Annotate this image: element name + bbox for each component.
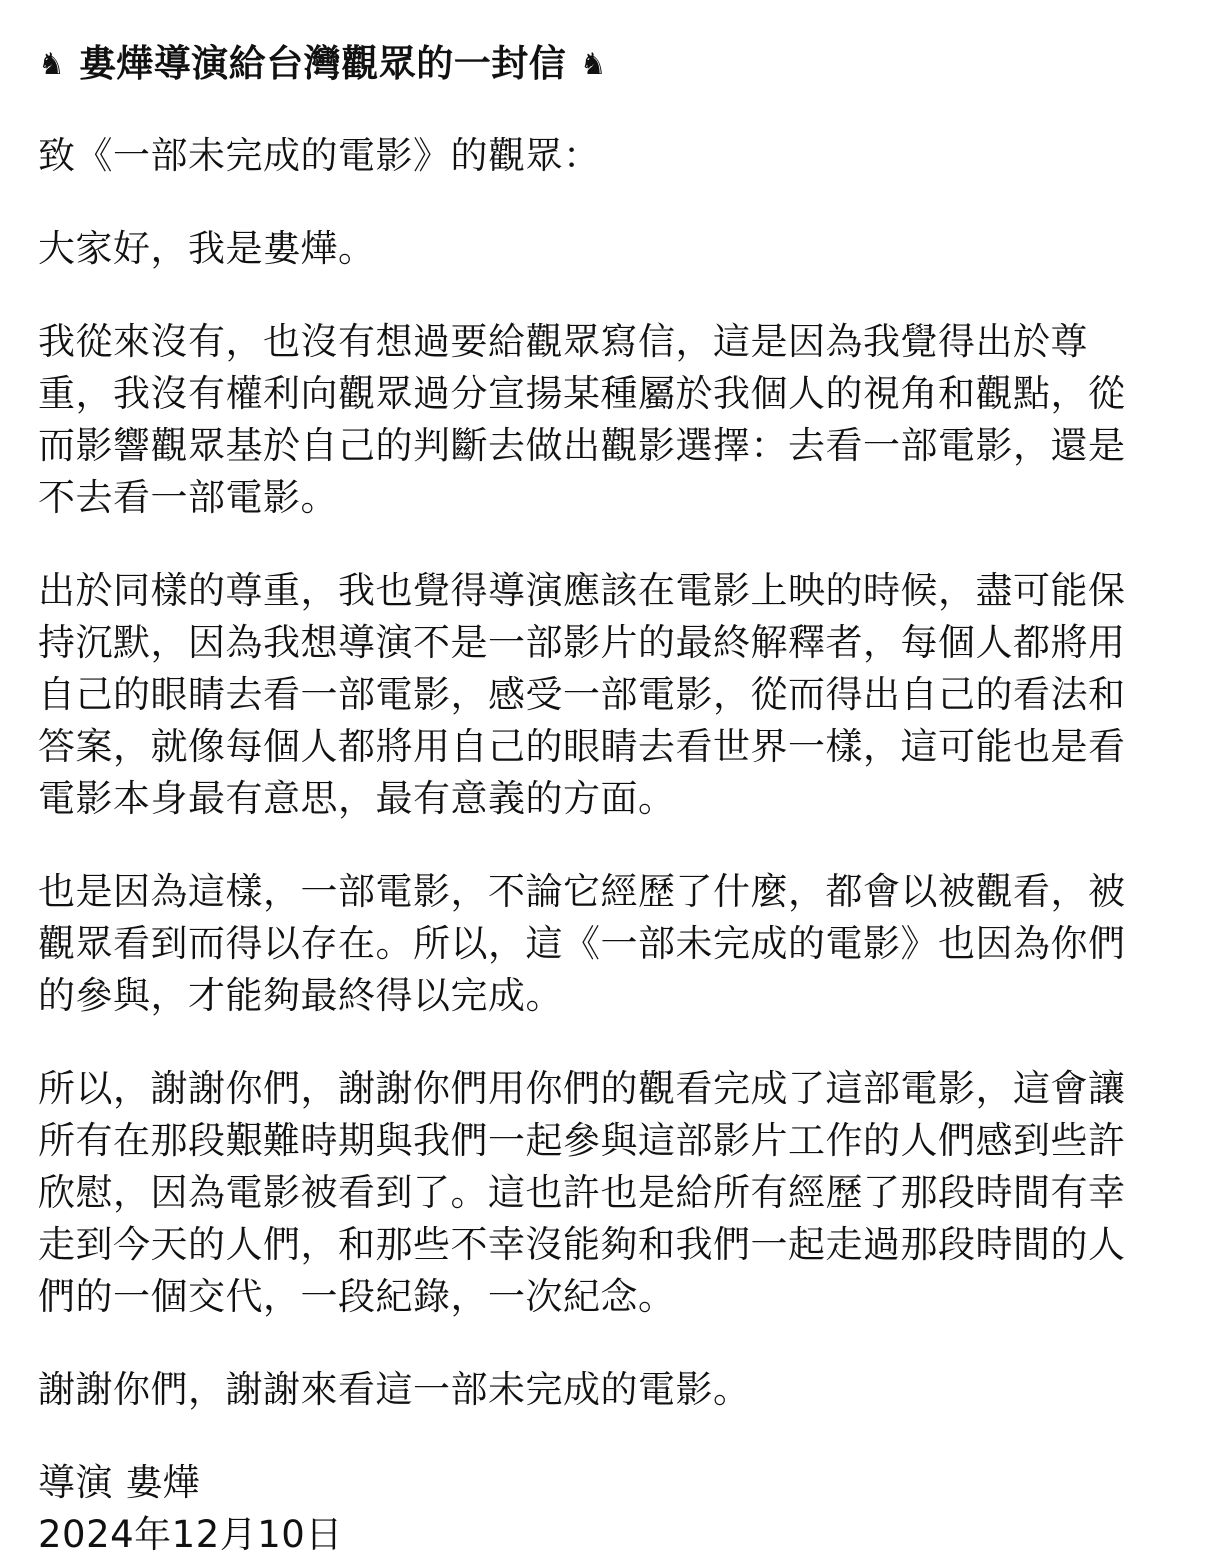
paragraph-line: 不去看一部電影。 bbox=[38, 476, 338, 519]
signature-name: 導演 婁燁 bbox=[38, 1461, 201, 1504]
closing: 謝謝你們，謝謝來看這一部未完成的電影。 bbox=[38, 1368, 751, 1411]
paragraph-line: 自己的眼睛去看一部電影，感受一部電影，從而得出自己的看法和 bbox=[38, 673, 1126, 716]
paragraph-1 bbox=[38, 316, 1162, 524]
paragraph-line: 我從來沒有，也沒有想過要給觀眾寫信，這是因為我覺得出於尊 bbox=[38, 320, 1088, 363]
salutation: 致《一部未完成的電影》的觀眾： bbox=[38, 134, 601, 177]
paragraph-line: 所有在那段艱難時期與我們一起參與這部影片工作的人們感到些許 bbox=[38, 1119, 1126, 1162]
letter bbox=[38, 38, 1162, 1561]
paragraph-line: 而影響觀眾基於自己的判斷去做出觀影選擇：去看一部電影，還是 bbox=[38, 424, 1126, 467]
paragraph-line: 們的一個交代，一段紀錄，一次紀念。 bbox=[38, 1275, 676, 1318]
paragraph-line: 出於同樣的尊重，我也覺得導演應該在電影上映的時候，盡可能保 bbox=[38, 569, 1126, 612]
paragraph-4 bbox=[38, 1063, 1162, 1323]
closing-block bbox=[38, 1364, 1162, 1416]
signature-block bbox=[38, 1457, 1162, 1561]
paragraph-line: 也是因為這樣，一部電影，不論它經歷了什麼，都會以被觀看，被 bbox=[38, 870, 1126, 913]
greeting-block bbox=[38, 223, 1162, 275]
paragraph-line: 的參與，才能夠最終得以完成。 bbox=[38, 974, 563, 1017]
letter-title-text: 婁燁導演給台灣觀眾的一封信 bbox=[78, 42, 567, 85]
paragraph-2 bbox=[38, 565, 1162, 825]
salutation-block bbox=[38, 130, 1162, 182]
paragraph-line: 持沉默，因為我想導演不是一部影片的最終解釋者，每個人都將用 bbox=[38, 621, 1126, 664]
paragraph-3 bbox=[38, 866, 1162, 1022]
greeting: 大家好，我是婁燁。 bbox=[38, 227, 376, 270]
chess-knight-icon: ♞ bbox=[579, 47, 608, 82]
paragraph-line: 電影本身最有意思，最有意義的方面。 bbox=[38, 777, 676, 820]
paragraph-line: 欣慰，因為電影被看到了。這也許也是給所有經歷了那段時間有幸 bbox=[38, 1171, 1126, 1214]
chess-knight-icon: ♞ bbox=[38, 47, 66, 82]
paragraph-line: 重，我沒有權利向觀眾過分宣揚某種屬於我個人的視角和觀點，從 bbox=[38, 372, 1126, 415]
paragraph-line: 所以，謝謝你們，謝謝你們用你們的觀看完成了這部電影，這會讓 bbox=[38, 1067, 1126, 1110]
letter-title bbox=[38, 38, 1162, 90]
paragraph-line: 觀眾看到而得以存在。所以，這《一部未完成的電影》也因為你們 bbox=[38, 922, 1126, 965]
paragraph-line: 走到今天的人們，和那些不幸沒能夠和我們一起走過那段時間的人 bbox=[38, 1223, 1126, 1266]
signature-date: 2024年12月10日 bbox=[38, 1513, 343, 1556]
paragraph-line: 答案，就像每個人都將用自己的眼睛去看世界一樣，這可能也是看 bbox=[38, 725, 1126, 768]
